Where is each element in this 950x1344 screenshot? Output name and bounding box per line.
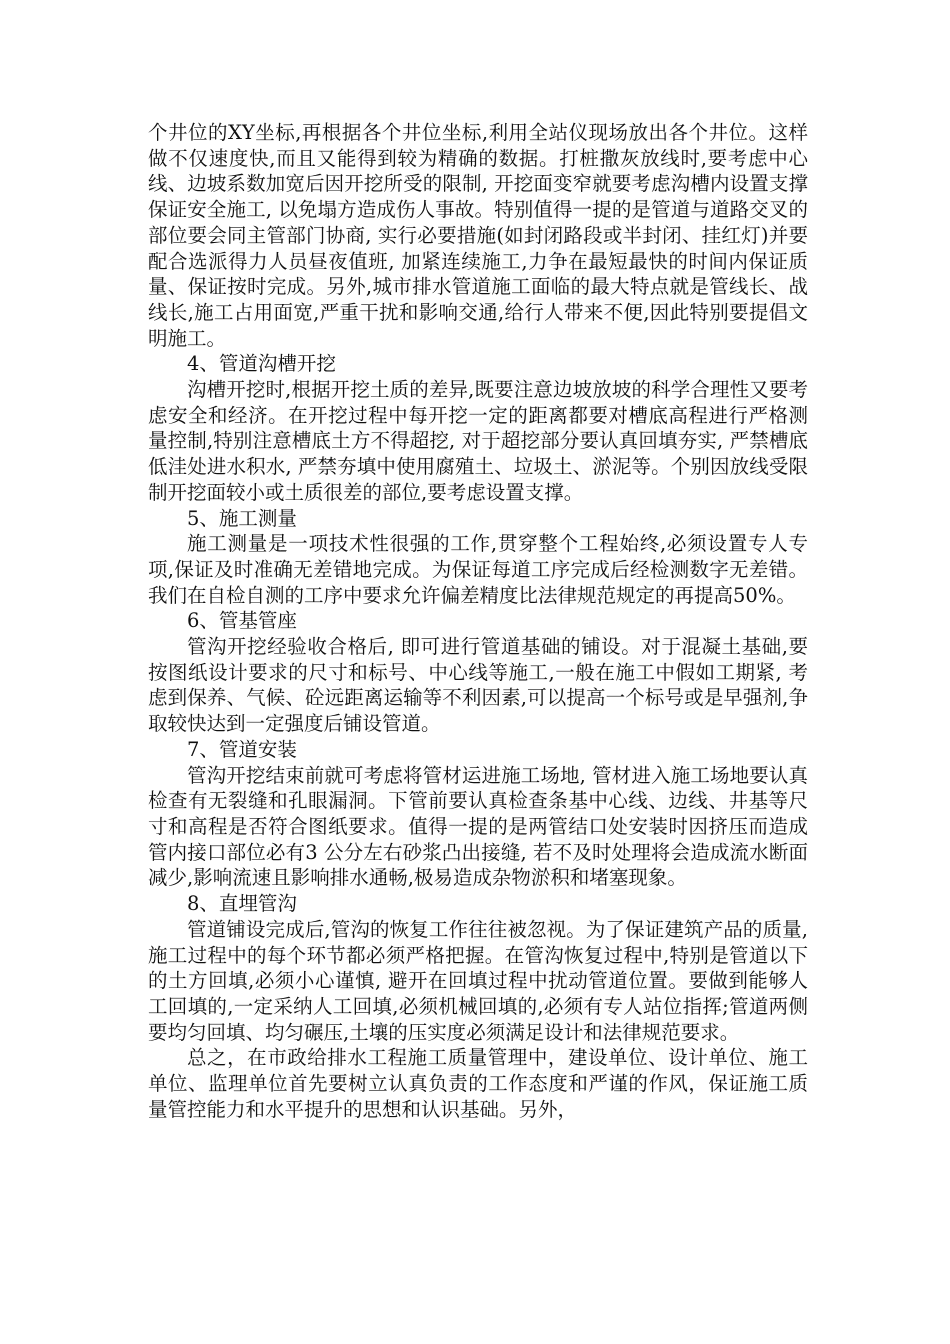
section-heading-8: 8、直埋管沟 — [187, 892, 297, 916]
intro-paragraph: 个井位的XY坐标,再根据各个井位坐标,利用全站仪现场放出各个井位。这样做不仅速度快,而且又能得到较为精确的数据。打桩撒灰放线时,要考虑中心线、边坡系数加宽后因开挖所受的限制, 开挖面变窄就要考虑沟槽内设置支撑保证安全施工, 以免塌方造成伤人事故。特别值得一提的是管道与道路交叉的部位要会同主管部门协商, 实行必要措施(如封闭路段或半封闭、挂红灯)并要配合选派得力人员昼夜值班, 加紧连续施工,力争在最短最快的时间内保证质量、保证按时完成。另外,城市排水管道施工面临的最大特点就是管线长、战线长,施工占用面宽,严重干扰和影响交通,给行人带来不便,因此特别要提倡文明施工。 — [148, 121, 808, 350]
section-body-8: 管道铺设完成后,管沟的恢复工作往往被忽视。为了保证建筑产品的质量,施工过程中的每个环节都必须严格把握。在管沟恢复过程中,特别是管道以下的土方回填,必须小心谨慎, 避开在回填过程中扰动管道位置。要做到能够人工回填的,一定采纳人工回填,必须机械回填的,必须有专人站位指挥;管道两侧要均匀回填、均匀碾压,土壤的压实度必须满足设计和法律规范要求。 — [148, 917, 808, 1044]
section-heading-6: 6、管基管座 — [187, 609, 297, 633]
document-page — [148, 120, 808, 1122]
section-heading-4: 4、管道沟槽开挖 — [187, 352, 336, 376]
section-heading-7: 7、管道安装 — [187, 737, 297, 761]
section-heading-5: 5、施工测量 — [187, 506, 297, 530]
section-body-6: 管沟开挖经验收合格后, 即可进行管道基础的铺设。对于混凝土基础,要按图纸设计要求的尺寸和标号、中心线等施工,一般在施工中假如工期紧, 考虑到保养、气候、砼远距离运输等不利因素,可以提高一个标号或是早强剂,争取较快达到一定强度后铺设管道。 — [148, 635, 808, 736]
section-body-4: 沟槽开挖时,根据开挖土质的差异,既要注意边坡放坡的科学合理性又要考虑安全和经济。在开挖过程中每开挖一定的距离都要对槽底高程进行严格测量控制,特别注意槽底土方不得超挖, 对于超挖部分要认真回填夯实, 严禁槽底低洼处进水积水, 严禁夯填中使用腐殖土、垃圾土、淤泥等。个别因放线受限制开挖面较小或土质很差的部位,要考虑设置支撑。 — [148, 378, 808, 504]
section-body-7: 管沟开挖结束前就可考虑将管材运进施工场地, 管材进入施工场地要认真检查有无裂缝和孔眼漏洞。下管前要认真检查条基中心线、边线、井基等尺寸和高程是否符合图纸要求。值得一提的是两管结口处安装时因挤压而造成管内接口部位必有3 公分左右砂浆凸出接缝, 若不及时处理将会造成流水断面减少,影响流速且影响排水通畅,极易造成杂物淤积和堵塞现象。 — [148, 763, 808, 890]
section-body-5: 施工测量是一项技术性很强的工作,贯穿整个工程始终,必须设置专人专项,保证及时准确无差错地完成。为保证每道工序完成后经检测数字无差错。我们在自检自测的工序中要求允许偏差精度比法律规范规定的再提高50%。 — [148, 532, 808, 607]
closing-paragraph: 总之，在市政给排水工程施工质量管理中，建设单位、设计单位、施工单位、监理单位首先要树立认真负责的工作态度和严谨的作风，保证施工质量管控能力和水平提升的思想和认识基础。另外， — [148, 1046, 808, 1121]
